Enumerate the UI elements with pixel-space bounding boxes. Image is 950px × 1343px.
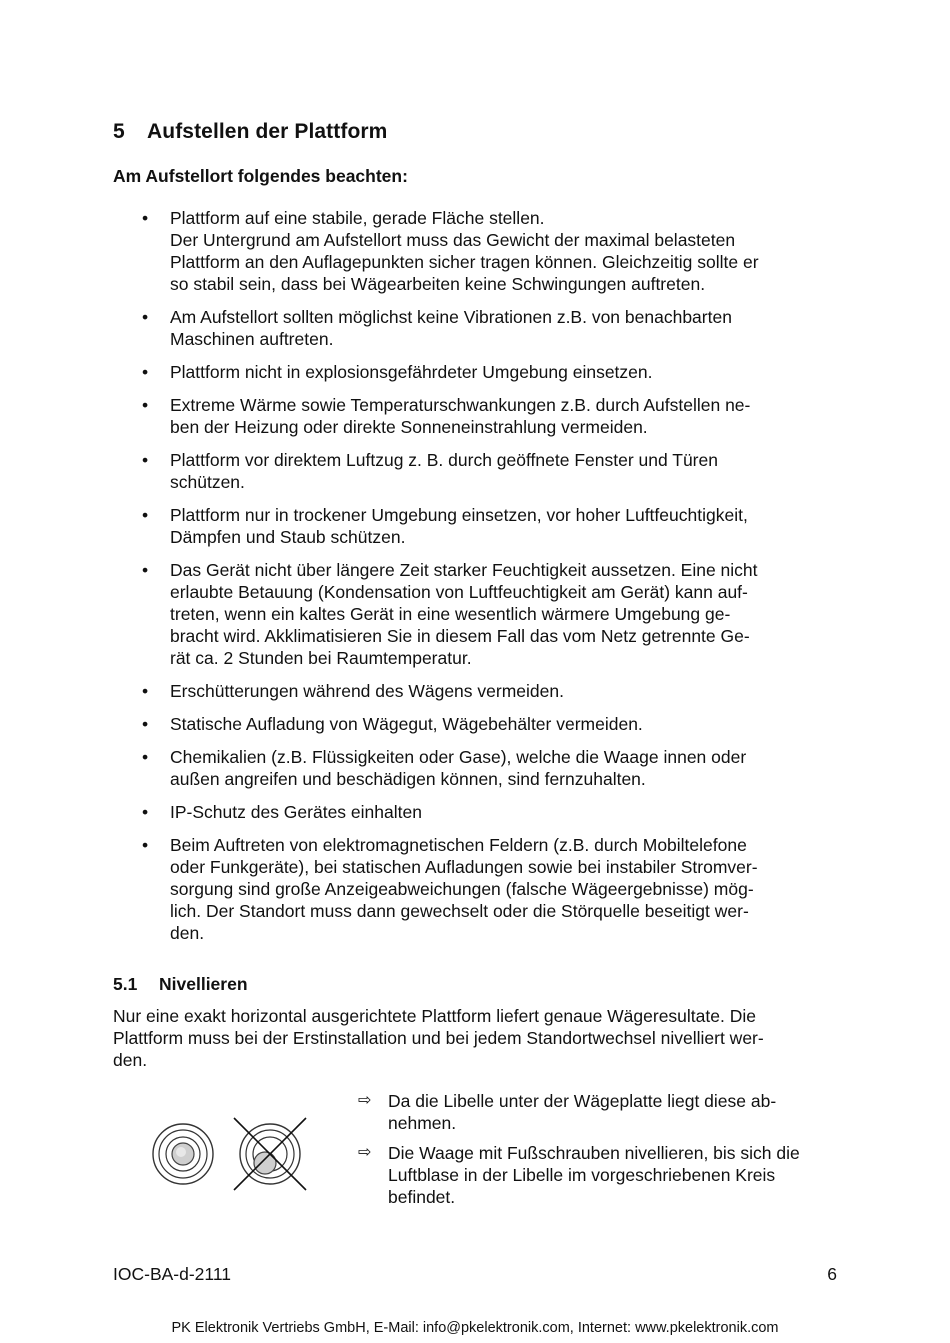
bullet-text-line: Statische Aufladung von Wägegut, Wägebehälter vermeiden.: [170, 714, 643, 734]
section-title: Aufstellen der Plattform: [147, 120, 388, 143]
bullet-item: [113, 713, 833, 735]
bullet-list: [113, 207, 833, 955]
bullet-dot-icon: •: [142, 560, 149, 580]
paragraph-line: den.: [113, 1050, 148, 1070]
bullet-item: [113, 207, 833, 295]
bullet-text-line: lich. Der Standort muss dann gewechselt oder die Störquelle beseitigt wer-: [170, 901, 749, 921]
bullet-text-line: schützen.: [170, 472, 245, 492]
bullet-item: [113, 504, 833, 548]
section-heading: [113, 120, 387, 144]
step-item: [358, 1142, 858, 1208]
step-text-line: Die Waage mit Fußschrauben nivellieren, bis sich die: [388, 1143, 800, 1163]
page-number: 6: [827, 1264, 837, 1284]
bullet-item: [113, 449, 833, 493]
bullet-dot-icon: •: [142, 681, 149, 701]
bullet-item: [113, 394, 833, 438]
subsection-heading: [113, 974, 248, 995]
spirit-level-figure: [148, 1112, 348, 1196]
bullet-text-line: Plattform nur in trockener Umgebung einsetzen, vor hoher Luftfeuchtigkeit,: [170, 505, 748, 525]
bullet-dot-icon: •: [142, 395, 149, 415]
bullet-item: [113, 746, 833, 790]
bullet-text-line: den.: [170, 923, 205, 943]
bullet-dot-icon: •: [142, 747, 149, 767]
level-correct-icon: [153, 1124, 213, 1184]
bullet-text-line: Der Untergrund am Aufstellort muss das Gewicht der maximal belasteten: [170, 230, 736, 250]
bullet-text-line: Am Aufstellort sollten möglichst keine Vibrationen z.B. von benachbarten: [170, 307, 732, 327]
bullet-text-line: Das Gerät nicht über längere Zeit starker Feuchtigkeit aussetzen. Eine nicht: [170, 560, 758, 580]
bullet-item: [113, 559, 833, 669]
step-item: [358, 1090, 858, 1134]
step-text-line: Luftblase in der Libelle im vorgeschriebenen Kreis: [388, 1165, 776, 1185]
bullet-text-line: erlaubte Betauung (Kondensation von Luftfeuchtigkeit am Gerät) kann auf-: [170, 582, 748, 602]
bullet-text-line: Dämpfen und Staub schützen.: [170, 527, 406, 547]
paragraph-line: Nur eine exakt horizontal ausgerichtete Plattform liefert genaue Wägeresultate. Die: [113, 1006, 756, 1026]
company-imprint: PK Elektronik Vertriebs GmbH, E-Mail: info@pkelektronik.com, Internet: www.pkelektronik.com: [171, 1320, 779, 1336]
bullet-text-line: ben der Heizung oder direkte Sonneneinstrahlung vermeiden.: [170, 417, 648, 437]
bullet-text-line: außen angreifen und beschädigen können, sind fernzuhalten.: [170, 769, 646, 789]
bullet-dot-icon: •: [142, 505, 149, 525]
bullet-text-line: Plattform an den Auflagepunkten sicher tragen können. Gleichzeitig sollte er: [170, 252, 759, 272]
bullet-text-line: Beim Auftreten von elektromagnetischen Feldern (z.B. durch Mobiltelefone: [170, 835, 747, 855]
bullet-dot-icon: •: [142, 802, 149, 822]
bullet-item: [113, 801, 833, 823]
step-text-line: befindet.: [388, 1187, 456, 1207]
bullet-text-line: Erschütterungen während des Wägens vermeiden.: [170, 681, 564, 701]
step-text-line: nehmen.: [388, 1113, 457, 1133]
bullet-dot-icon: •: [142, 714, 149, 734]
arrow-right-outline-icon: ⇨: [358, 1144, 372, 1161]
bullet-text-line: IP-Schutz des Gerätes einhalten: [170, 802, 422, 822]
subheading: Am Aufstellort folgendes beachten:: [113, 166, 408, 186]
bullet-text-line: Chemikalien (z.B. Flüssigkeiten oder Gase), welche die Waage innen oder: [170, 747, 747, 767]
bullet-item: [113, 306, 833, 350]
bullet-text-line: Plattform auf eine stabile, gerade Fläche stellen.: [170, 208, 545, 228]
bullet-dot-icon: •: [142, 208, 149, 228]
bullet-dot-icon: •: [142, 307, 149, 327]
bullet-text-line: so stabil sein, dass bei Wägearbeiten keine Schwingungen auftreten.: [170, 274, 706, 294]
bullet-dot-icon: •: [142, 835, 149, 855]
bullet-text-line: Maschinen auftreten.: [170, 329, 334, 349]
section-number: 5: [113, 120, 125, 143]
leveling-paragraph: [113, 1005, 843, 1071]
bullet-item: [113, 834, 833, 944]
bullet-text-line: Plattform vor direktem Luftzug z. B. durch geöffnete Fenster und Türen: [170, 450, 718, 470]
bullet-text-line: oder Funkgeräte), bei statischen Aufladungen sowie bei instabiler Stromver-: [170, 857, 758, 877]
bullet-text-line: Extreme Wärme sowie Temperaturschwankungen z.B. durch Aufstellen ne-: [170, 395, 751, 415]
level-incorrect-icon: [234, 1118, 306, 1190]
subsection-title: Nivellieren: [159, 974, 248, 994]
bullet-dot-icon: •: [142, 450, 149, 470]
step-list: [358, 1090, 858, 1216]
bullet-text-line: rät ca. 2 Stunden bei Raumtemperatur.: [170, 648, 472, 668]
arrow-right-outline-icon: ⇨: [358, 1092, 372, 1109]
bullet-text-line: Plattform nicht in explosionsgefährdeter Umgebung einsetzen.: [170, 362, 653, 382]
bullet-dot-icon: •: [142, 362, 149, 382]
document-id: IOC-BA-d-2111: [113, 1264, 232, 1284]
bullet-text-line: sorgung sind große Anzeigeabweichungen (falsche Wägeergebnisse) mög-: [170, 879, 754, 899]
subsection-number: 5.1: [113, 974, 138, 994]
paragraph-line: Plattform muss bei der Erstinstallation und bei jedem Standortwechsel nivelliert wer-: [113, 1028, 764, 1048]
bullet-text-line: bracht wird. Akklimatisieren Sie in diesem Fall das vom Netz getrennte Ge-: [170, 626, 750, 646]
bullet-item: [113, 680, 833, 702]
bullet-item: [113, 361, 833, 383]
step-text-line: Da die Libelle unter der Wägeplatte liegt diese ab-: [388, 1091, 777, 1111]
bullet-text-line: treten, wenn ein kaltes Gerät in eine wesentlich wärmere Umgebung ge-: [170, 604, 731, 624]
